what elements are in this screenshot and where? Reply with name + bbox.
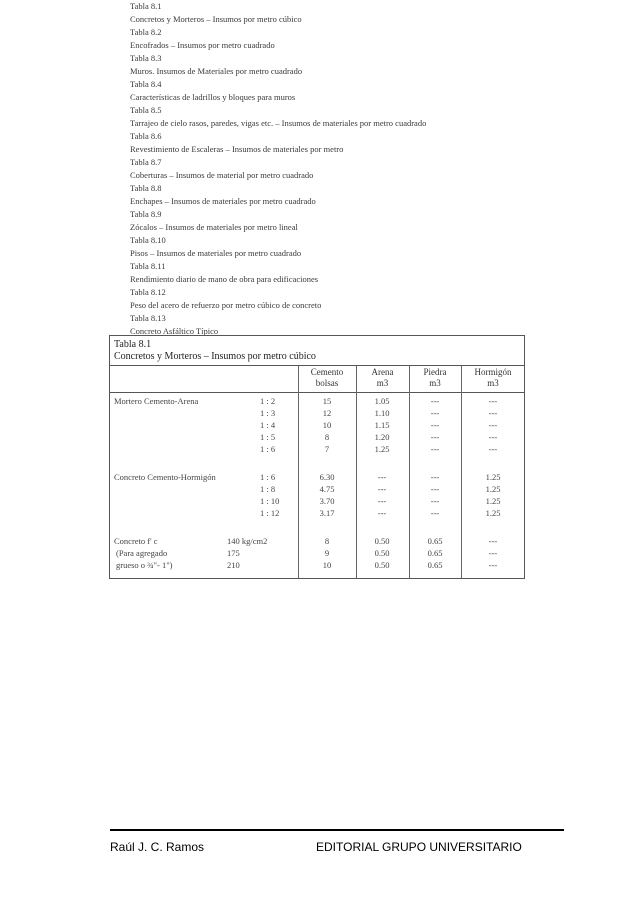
- toc-line: Pisos – Insumos de materiales por metro cuadrado: [130, 248, 302, 258]
- table-cell: 1.25: [374, 444, 390, 454]
- materials-table: [109, 335, 525, 579]
- table-cell: 1.25: [485, 484, 501, 494]
- column-divider: [356, 366, 357, 578]
- table-cell: 4.75: [319, 484, 335, 494]
- row-ratio: 140 kg/cm2: [227, 536, 268, 546]
- table-cell: ---: [430, 432, 440, 442]
- table-cell: 1.15: [374, 420, 390, 430]
- row-ratio: 1 : 5: [260, 432, 276, 442]
- table-cell: ---: [488, 396, 498, 406]
- table-cell: 0.65: [427, 560, 443, 570]
- toc-line: Tabla 8.7: [130, 157, 162, 167]
- table-cell: ---: [377, 496, 387, 506]
- row-ratio: 1 : 4: [260, 420, 276, 430]
- table-cell: ---: [430, 408, 440, 418]
- footer-author: Raúl J. C. Ramos: [110, 840, 205, 854]
- table-of-contents: [130, 0, 530, 338]
- column-header-hormigon: Hormigón m3: [474, 367, 512, 388]
- table-cell: ---: [430, 472, 440, 482]
- table-cell: 10: [322, 420, 332, 430]
- toc-line: Zócalos – Insumos de materiales por metro lineal: [130, 222, 298, 232]
- table-cell: 12: [322, 408, 332, 418]
- table-cell: 10: [322, 560, 332, 570]
- toc-line: Muros. Insumos de Materiales por metro cuadrado: [130, 66, 303, 76]
- row-label: grueso o ¾"- 1"): [116, 560, 173, 570]
- row-ratio: 1 : 8: [260, 484, 276, 494]
- row-ratio: 1 : 3: [260, 408, 276, 418]
- footer-publisher: EDITORIAL GRUPO UNIVERSITARIO: [316, 840, 522, 854]
- toc-line: Tabla 8.10: [130, 235, 166, 245]
- table-cell: 9: [324, 548, 330, 558]
- table-cell: 0.65: [427, 548, 443, 558]
- toc-line: Tabla 8.5: [130, 105, 162, 115]
- table-cell: 15: [322, 396, 332, 406]
- row-ratio: 1 : 12: [260, 508, 280, 518]
- toc-line: Características de ladrillos y bloques para muros: [130, 92, 296, 102]
- table-cell: ---: [488, 420, 498, 430]
- row-ratio: 210: [227, 560, 240, 570]
- table-cell: ---: [430, 508, 440, 518]
- table-cell: ---: [488, 536, 498, 546]
- toc-line: Concretos y Morteros – Insumos por metro cúbico: [130, 14, 302, 24]
- table-cell: 0.65: [427, 536, 443, 546]
- table-cell: 0.50: [374, 548, 390, 558]
- column-header-cemento: Cemento bolsas: [310, 367, 344, 388]
- table-cell: 1.25: [485, 508, 501, 518]
- table-cell: ---: [488, 408, 498, 418]
- column-header-arena: Arena m3: [371, 367, 394, 388]
- column-header-piedra: Piedra m3: [423, 367, 447, 388]
- toc-line: Tabla 8.11: [130, 261, 166, 271]
- row-label: Concreto f' c: [114, 536, 158, 546]
- row-ratio: 1 : 2: [260, 396, 276, 406]
- column-divider: [461, 366, 462, 578]
- table-cell: ---: [430, 420, 440, 430]
- table-cell: ---: [430, 396, 440, 406]
- table-cell: 6.30: [319, 472, 335, 482]
- table-cell: ---: [377, 472, 387, 482]
- toc-line: Tarrajeo de cielo rasos, paredes, vigas etc. – Insumos de materiales por metro cuadrado: [130, 118, 427, 128]
- toc-line: Tabla 8.6: [130, 131, 162, 141]
- footer-rule: [110, 829, 564, 831]
- table-cell: ---: [430, 484, 440, 494]
- toc-line: Tabla 8.2: [130, 27, 162, 37]
- table-cell: 7: [324, 444, 330, 454]
- table-cell: 1.25: [485, 472, 501, 482]
- table-cell: 1.20: [374, 432, 390, 442]
- toc-line: Encofrados – Insumos por metro cuadrado: [130, 40, 275, 50]
- table-cell: 1.25: [485, 496, 501, 506]
- row-ratio: 1 : 6: [260, 444, 276, 454]
- table-title: Tabla 8.1: [114, 339, 152, 350]
- table-cell: 0.50: [374, 536, 390, 546]
- table-cell: ---: [377, 508, 387, 518]
- toc-line: Tabla 8.13: [130, 313, 166, 323]
- table-cell: 0.50: [374, 560, 390, 570]
- toc-line: Tabla 8.8: [130, 183, 162, 193]
- toc-line: Tabla 8.3: [130, 53, 162, 63]
- column-divider: [409, 366, 410, 578]
- toc-line: Tabla 8.4: [130, 79, 162, 89]
- toc-line: Peso del acero de refuerzo por metro cúbico de concreto: [130, 300, 322, 310]
- toc-line: Tabla 8.9: [130, 209, 162, 219]
- table-cell: ---: [430, 444, 440, 454]
- toc-line: Tabla 8.12: [130, 287, 166, 297]
- table-cell: 1.05: [374, 396, 390, 406]
- table-cell: ---: [488, 432, 498, 442]
- table-cell: ---: [488, 560, 498, 570]
- table-cell: 3.70: [319, 496, 335, 506]
- row-ratio: 1 : 6: [260, 472, 276, 482]
- row-ratio: 175: [227, 548, 240, 558]
- table-cell: ---: [377, 484, 387, 494]
- table-cell: 1.10: [374, 408, 390, 418]
- table-cell: ---: [430, 496, 440, 506]
- table-cell: 3.17: [319, 508, 335, 518]
- table-cell: ---: [488, 444, 498, 454]
- table-cell: 8: [324, 536, 330, 546]
- row-ratio: 1 : 10: [260, 496, 280, 506]
- toc-line: Rendimiento diario de mano de obra para edificaciones: [130, 274, 319, 284]
- table-cell: ---: [488, 548, 498, 558]
- table-subtitle: Concretos y Morteros – Insumos por metro cúbico: [114, 351, 316, 362]
- table-cell: 8: [324, 432, 330, 442]
- row-label: Mortero Cemento-Arena: [114, 396, 199, 406]
- column-divider: [298, 366, 299, 578]
- row-label: (Para agregado: [116, 548, 168, 558]
- toc-line: Revestimiento de Escaleras – Insumos de materiales por metro: [130, 144, 344, 154]
- toc-line: Concreto Asfáltico Típico: [130, 326, 219, 336]
- row-label: Concreto Cemento-Hormigón: [114, 472, 216, 482]
- toc-line: Tabla 8.1: [130, 1, 162, 11]
- toc-line: Enchapes – Insumos de materiales por metro cuadrado: [130, 196, 316, 206]
- toc-line: Coberturas – Insumos de material por metro cuadrado: [130, 170, 314, 180]
